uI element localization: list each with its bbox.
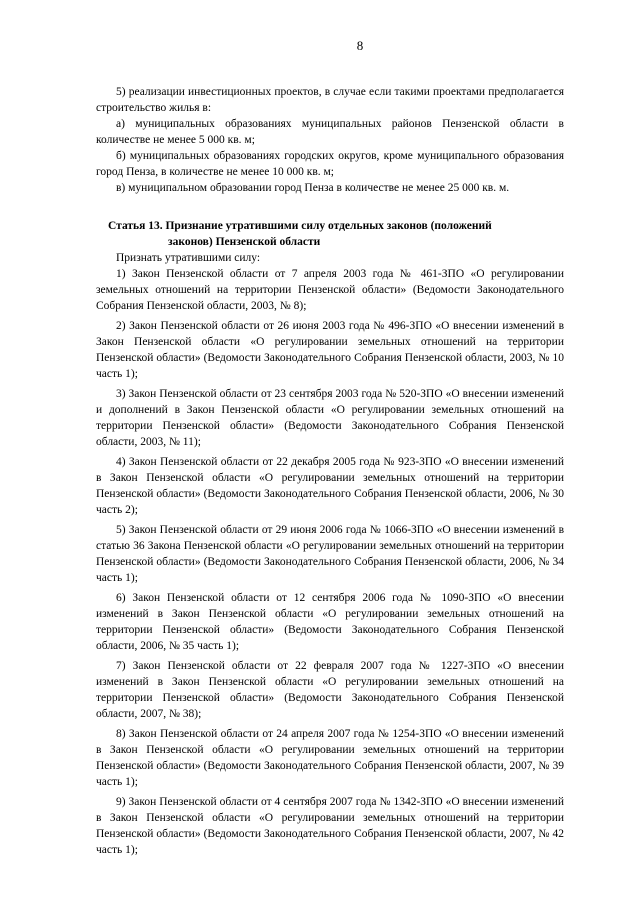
- law-item: 1) Закон Пензенской области от 7 апреля 2003 года № 461-ЗПО «О регулировании земельных отношений на территории Пензенской области» (Ведомости Законодательного Собрания Пензенской области, 2003, № 8);: [96, 268, 564, 312]
- article-title-line1: Статья 13. Признание утратившими силу отдельных законов (положений: [108, 220, 492, 232]
- law-item: 6) Закон Пензенской области от 12 сентября 2006 года № 1090-ЗПО «О внесении изменений в Закон Пензенской области «О регулировании земельных отношений на территории Пензенской области» (Ведомости Законодательного Собрания Пензенской области, 2006, № 35 часть 1);: [96, 592, 564, 652]
- intro-item: в) муниципальном образовании город Пенза в количестве не менее 25 000 кв. м.: [116, 182, 510, 194]
- law-item: 2) Закон Пензенской области от 26 июня 2003 года № 496-ЗПО «О внесении изменений в Закон Пензенской области «О регулировании земельных отношений на территории Пензенской области» (Ведомости Законодательного Собрания Пензенской области, 2003, № 10 часть 1);: [96, 320, 564, 380]
- law-item: 8) Закон Пензенской области от 24 апреля 2007 года № 1254-ЗПО «О внесении изменений в Закон Пензенской области «О регулировании земельных отношений на территории Пензенской области» (Ведомости Законодательного Собрания Пензенской области, 2007, № 39 часть 1);: [96, 728, 564, 788]
- law-item: 4) Закон Пензенской области от 22 декабря 2005 года № 923-ЗПО «О внесении изменений в Закон Пензенской области «О регулировании земельных отношений на территории Пензенской области» (Ведомости Законодательного Собрания Пензенской области, 2006, № 30 часть 2);: [96, 456, 564, 516]
- law-item: 5) Закон Пензенской области от 29 июня 2006 года № 1066-ЗПО «О внесении изменений в статью 36 Закона Пензенской области «О регулировании земельных отношений на территории Пензенской области» (Ведомости Законодательного Собрания Пензенской области, 2006, № 34 часть 1);: [96, 524, 564, 584]
- page-number: 8: [356, 38, 364, 53]
- article-13: [96, 218, 564, 858]
- intro-item: 5) реализации инвестиционных проектов, в случае если такими проектами предполагается строительство жилья в:: [96, 86, 564, 114]
- article-lead: Признать утратившими силу:: [116, 252, 261, 264]
- intro-item: а) муниципальных образованиях муниципальных районов Пензенской области в количестве не менее 5 000 кв. м;: [96, 118, 564, 146]
- article-title-line2: законов) Пензенской области: [168, 236, 321, 248]
- intro-item: б) муниципальных образованиях городских округов, кроме муниципального образования город Пенза, в количестве не менее 10 000 кв. м;: [96, 150, 564, 178]
- law-item: 7) Закон Пензенской области от 22 февраля 2007 года № 1227-ЗПО «О внесении изменений в Закон Пензенской области «О регулировании земельных отношений на территории Пензенской области» (Ведомости Законодательного Собрания Пензенской области, 2007, № 38);: [96, 660, 564, 720]
- law-item: 3) Закон Пензенской области от 23 сентября 2003 года № 520-ЗПО «О внесении изменений и дополнений в Закон Пензенской области «О регулировании земельных отношений на территории Пензенской области» (Ведомости Законодательного Собрания Пензенской области, 2003, № 11);: [96, 388, 564, 448]
- law-item: 9) Закон Пензенской области от 4 сентября 2007 года № 1342-ЗПО «О внесении изменений в Закон Пензенской области «О регулировании земельных отношений на территории Пензенской области» (Ведомости Законодательного Собрания Пензенской области, 2007, № 42 часть 1);: [96, 796, 564, 856]
- intro-list: [96, 84, 564, 196]
- article-heading: [108, 218, 564, 250]
